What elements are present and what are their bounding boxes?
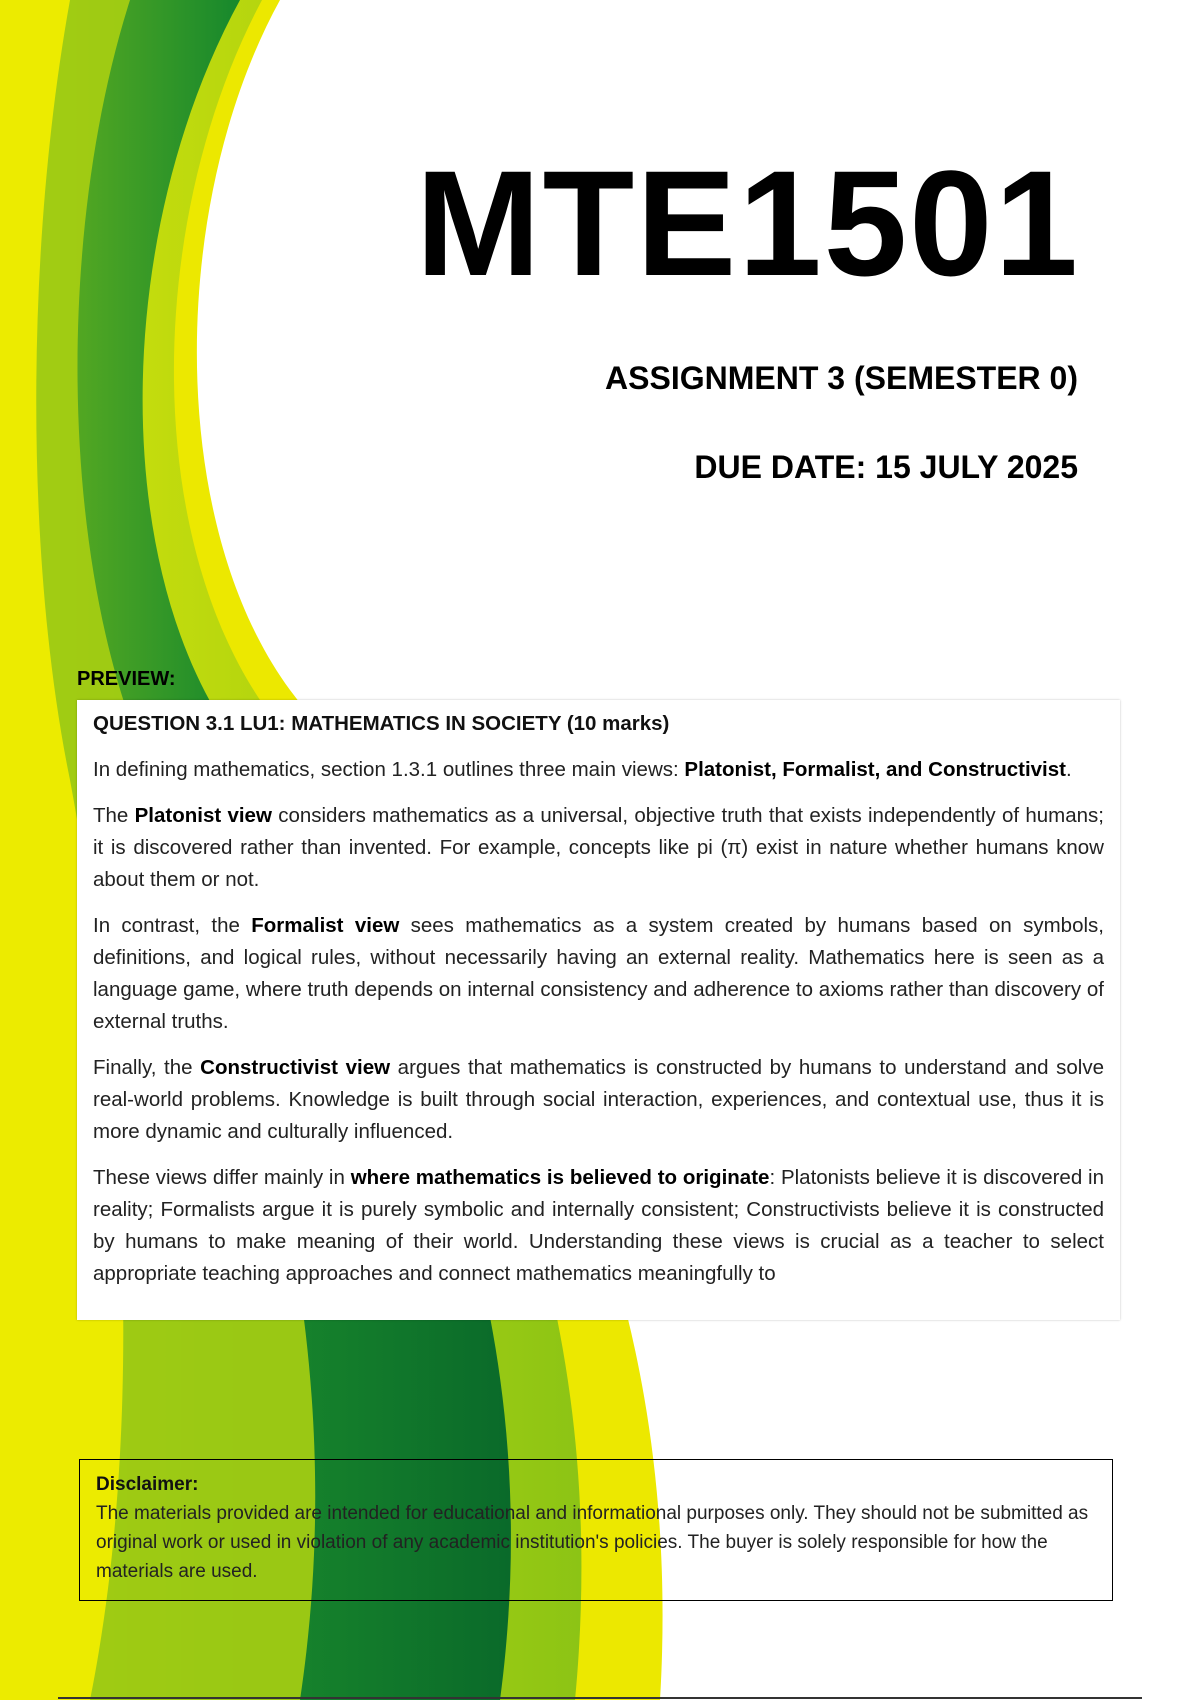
paragraph-text: . (1065, 758, 1072, 781)
disclaimer-text: The materials provided are intended for educational and informational purposes only. They should not be submitted as original work or used in violation of any academic institution's policies. The buyer is solely responsible for how the materials are used. (96, 1503, 1089, 1582)
preview-paragraph (93, 910, 1104, 1038)
paragraph-emphasis: Constructivist view (200, 1056, 391, 1079)
footer-divider (58, 1697, 1142, 1699)
paragraph-text: sees mathematics as a system created by humans based on symbols, definitions, and logical rules, without necessarily having an external reality. Mathematics here is seen as a language game, where truth depends on internal consistency and adherence to axioms rather than discovery of external truths. (93, 914, 1104, 1033)
course-code-title: MTE1501 (415, 139, 1080, 307)
paragraph-emphasis: Platonist view (134, 804, 272, 827)
paragraph-emphasis: Formalist view (251, 914, 400, 937)
paragraph-text: These views differ mainly in (93, 1166, 351, 1189)
disclaimer-box (79, 1459, 1113, 1601)
paragraph-text: argues that mathematics is constructed by humans to understand and solve real-world problems. Knowledge is built through social interaction, experiences, and contextual use, thus it is more dynamic and culturally influenced. (93, 1056, 1105, 1143)
paragraph-text: : Platonists believe it is discovered in reality; Formalists argue it is purely symbolic and internally consistent; Constructivists believe it is constructed by humans to make meaning of their world. Understanding these views is crucial as a teacher to select appropriate teaching approaches and connect mathematics meaningfully to (93, 1166, 1105, 1285)
assignment-title: ASSIGNMENT 3 (SEMESTER 0) (605, 360, 1078, 396)
preview-paragraph (93, 800, 1104, 896)
paragraph-text: In contrast, the (93, 914, 252, 937)
paragraph-emphasis: Platonist, Formalist, and Constructivist (684, 758, 1066, 781)
paragraph-emphasis: where mathematics is believed to originate (350, 1166, 770, 1189)
disclaimer-title: Disclaimer: (96, 1474, 199, 1495)
question-heading: QUESTION 3.1 LU1: MATHEMATICS IN SOCIETY (10 marks) (93, 712, 670, 735)
due-date: DUE DATE: 15 JULY 2025 (694, 449, 1078, 485)
preview-box (77, 700, 1120, 1320)
preview-paragraph (93, 1052, 1104, 1148)
paragraph-text: Finally, the (93, 1056, 201, 1079)
paragraph-text: considers mathematics as a universal, objective truth that exists independently of humans; it is discovered rather than invented. For example, concepts like pi (π) exist in nature whether humans know about them or not. (93, 804, 1104, 891)
paragraph-text: In defining mathematics, section 1.3.1 outlines three main views: (93, 758, 685, 781)
preview-paragraph (93, 754, 1104, 786)
preview-paragraph (93, 1162, 1104, 1290)
preview-label: PREVIEW: (77, 668, 176, 690)
paragraph-text: The (93, 804, 135, 827)
